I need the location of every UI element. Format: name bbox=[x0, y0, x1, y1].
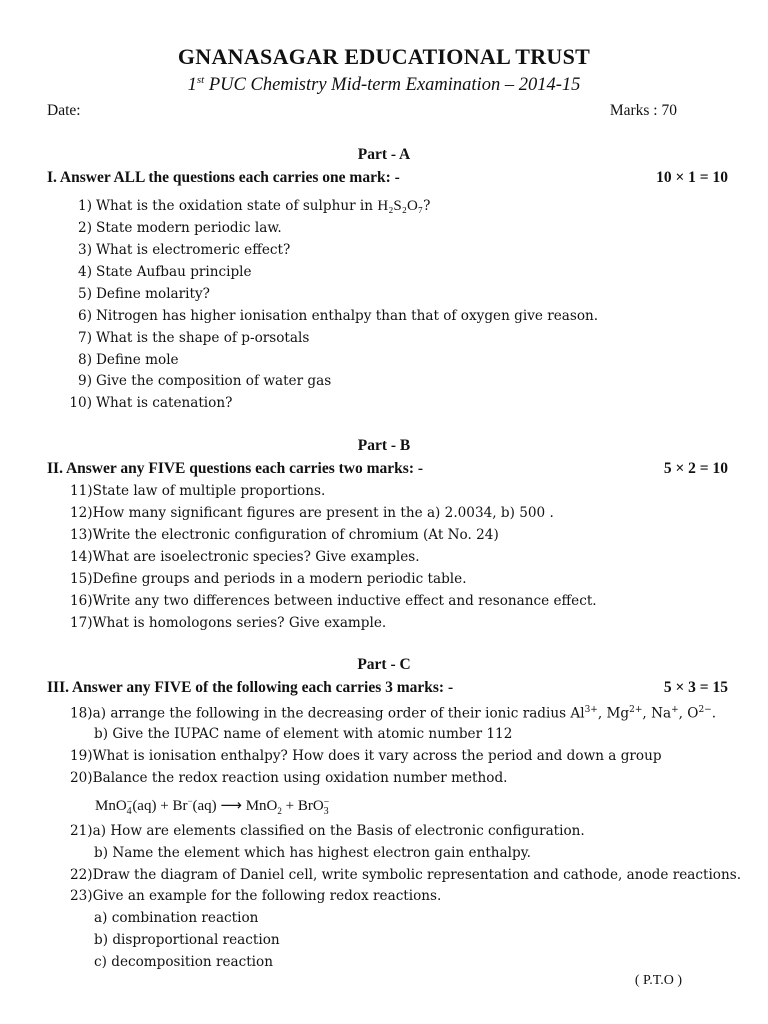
question-21b: b) Name the element which has highest electron gain enthalpy. bbox=[94, 845, 531, 861]
question-number: 4) bbox=[78, 264, 92, 280]
question-text: What are isoelectronic species? Give examples. bbox=[92, 549, 420, 565]
ion-symbol: O bbox=[687, 705, 699, 722]
charge-sup: − bbox=[126, 796, 133, 808]
question-3 bbox=[66, 242, 290, 258]
ion-charge: + bbox=[671, 705, 679, 715]
question-number: 3) bbox=[78, 242, 92, 258]
question-23: 23)Give an example for the following redox reactions. bbox=[70, 888, 442, 904]
question-number: 13) bbox=[70, 527, 93, 543]
product-mno2: MnO bbox=[245, 798, 278, 814]
part-a-marks: 10 × 1 = 10 bbox=[656, 169, 728, 186]
question-text: Define mole bbox=[96, 352, 179, 368]
reaction-arrow: ⟶ bbox=[220, 796, 242, 814]
question-formula: H₂S₂O₇ bbox=[377, 198, 424, 214]
question-21a: 21)a) How are elements classified on the Basis of electronic configuration. bbox=[70, 823, 585, 839]
question-6 bbox=[66, 308, 598, 324]
plus-sign: + bbox=[285, 798, 295, 814]
please-turn-over: ( P.T.O ) bbox=[634, 973, 682, 988]
count-sub: 2 bbox=[277, 806, 282, 816]
question-number: 15) bbox=[70, 571, 93, 587]
charge-sup: − bbox=[187, 796, 193, 806]
state-aq: (aq) bbox=[132, 798, 157, 814]
product-bromate: BrO bbox=[297, 798, 324, 814]
question-text: Nitrogen has higher ionisation enthalpy than that of oxygen give reason. bbox=[96, 308, 599, 324]
ion-charge: 2+ bbox=[629, 705, 643, 715]
question-text: State law of multiple proportions. bbox=[92, 483, 326, 499]
total-marks: Marks : 70 bbox=[609, 102, 677, 119]
question-16 bbox=[70, 593, 597, 609]
question-number: 14) bbox=[70, 549, 93, 565]
ion-charge: 3+ bbox=[584, 705, 598, 715]
question-suffix: ? bbox=[423, 198, 431, 214]
question-14 bbox=[70, 549, 420, 565]
question-8 bbox=[66, 352, 179, 368]
reactant-permanganate: MnO bbox=[95, 798, 127, 814]
question-number: 11) bbox=[70, 483, 93, 499]
part-c-marks: 5 × 3 = 15 bbox=[663, 679, 728, 696]
ion-symbol: Mg bbox=[606, 705, 630, 722]
question-number: 6) bbox=[78, 308, 92, 324]
redox-equation bbox=[95, 796, 329, 816]
question-number: 8) bbox=[78, 352, 92, 368]
question-text: Write any two differences between inductive effect and resonance effect. bbox=[92, 593, 597, 609]
date-label: Date: bbox=[47, 102, 81, 119]
question-9 bbox=[66, 373, 331, 389]
question-text: Give the composition of water gas bbox=[96, 373, 332, 389]
question-text: What is the oxidation state of sulphur in bbox=[96, 198, 374, 214]
question-12 bbox=[70, 505, 554, 521]
part-c-heading: Part - C bbox=[357, 656, 411, 673]
charge-sup: − bbox=[323, 796, 330, 808]
part-a-instruction: I. Answer ALL the questions each carries one mark: - bbox=[47, 169, 400, 186]
question-text: What is electromeric effect? bbox=[96, 242, 291, 258]
question-text: 18)a) arrange the following in the decreasing order of their ionic radius Al bbox=[70, 705, 585, 722]
question-10 bbox=[66, 395, 232, 411]
question-18b: b) Give the IUPAC name of element with atomic number 112 bbox=[94, 726, 513, 742]
ion-charge: 2− bbox=[698, 705, 712, 715]
question-15 bbox=[70, 571, 467, 587]
reactant-bromide: Br bbox=[172, 798, 188, 814]
part-b-instruction: II. Answer any FIVE questions each carries two marks: - bbox=[47, 460, 424, 477]
question-text: Define molarity? bbox=[96, 286, 210, 302]
exam-subtitle bbox=[0, 74, 768, 96]
bromate-indices bbox=[324, 798, 330, 816]
question-4 bbox=[66, 264, 252, 280]
question-text: What is homologons series? Give example. bbox=[92, 615, 387, 631]
question-number: 16) bbox=[70, 593, 93, 609]
question-number: 17) bbox=[70, 615, 93, 631]
page-title: GNANASAGAR EDUCATIONAL TRUST bbox=[177, 44, 591, 69]
question-number: 10) bbox=[69, 395, 92, 411]
part-b-marks: 5 × 2 = 10 bbox=[663, 460, 728, 477]
question-number: 1) bbox=[78, 198, 92, 214]
question-number: 12) bbox=[70, 505, 93, 521]
question-number: 5) bbox=[78, 286, 92, 302]
question-number: 2) bbox=[78, 220, 92, 236]
subtitle-number: 1 bbox=[187, 75, 197, 96]
question-23b: b) disproportional reaction bbox=[94, 932, 280, 948]
question-20: 20)Balance the redox reaction using oxidation number method. bbox=[70, 770, 508, 786]
state-aq: (aq) bbox=[192, 798, 217, 814]
question-2 bbox=[66, 220, 282, 236]
question-19: 19)What is ionisation enthalpy? How does it vary across the period and down a group bbox=[70, 748, 662, 764]
count-sub: 4 bbox=[126, 805, 132, 817]
question-text: Define groups and periods in a modern periodic table. bbox=[92, 571, 467, 587]
question-23a: a) combination reaction bbox=[94, 910, 259, 926]
count-sub: 3 bbox=[323, 805, 329, 817]
question-5 bbox=[66, 286, 210, 302]
question-17 bbox=[70, 615, 386, 631]
part-c-instruction: III. Answer any FIVE of the following each carries 3 marks: - bbox=[47, 679, 454, 696]
question-18a: 18)a) arrange the following in the decreasing order of their ionic radius $Al^{3+}$, $Mg^{2+}$, Na+, $O^{2-}$. bbox=[70, 705, 717, 722]
subtitle-superscript: st bbox=[196, 74, 205, 86]
question-7 bbox=[66, 330, 309, 346]
question-11 bbox=[70, 483, 325, 499]
question-text: State Aufbau principle bbox=[96, 264, 252, 280]
question-number: 7) bbox=[78, 330, 92, 346]
question-text: State modern periodic law. bbox=[96, 220, 282, 236]
question-13 bbox=[70, 527, 499, 543]
question-22: 22)Draw the diagram of Daniel cell, write symbolic representation and cathode, anode reactions. bbox=[70, 867, 742, 883]
question-text: What is catenation? bbox=[96, 395, 233, 411]
question-text: Write the electronic configuration of chromium (At No. 24) bbox=[92, 527, 499, 543]
subtitle-text: PUC Chemistry Mid-term Examination – 2014-15 bbox=[204, 75, 581, 96]
question-1 bbox=[66, 198, 430, 215]
ion-symbol: Na bbox=[651, 705, 672, 722]
question-text: What is the shape of p-orsotals bbox=[96, 330, 310, 346]
question-text: How many significant figures are present in the a) 2.0034, b) 500 . bbox=[92, 505, 554, 521]
question-number: 9) bbox=[78, 373, 92, 389]
part-a-heading: Part - A bbox=[357, 146, 411, 163]
part-b-heading: Part - B bbox=[357, 437, 411, 454]
question-23c: c) decomposition reaction bbox=[94, 954, 273, 970]
plus-sign: + bbox=[160, 798, 169, 814]
